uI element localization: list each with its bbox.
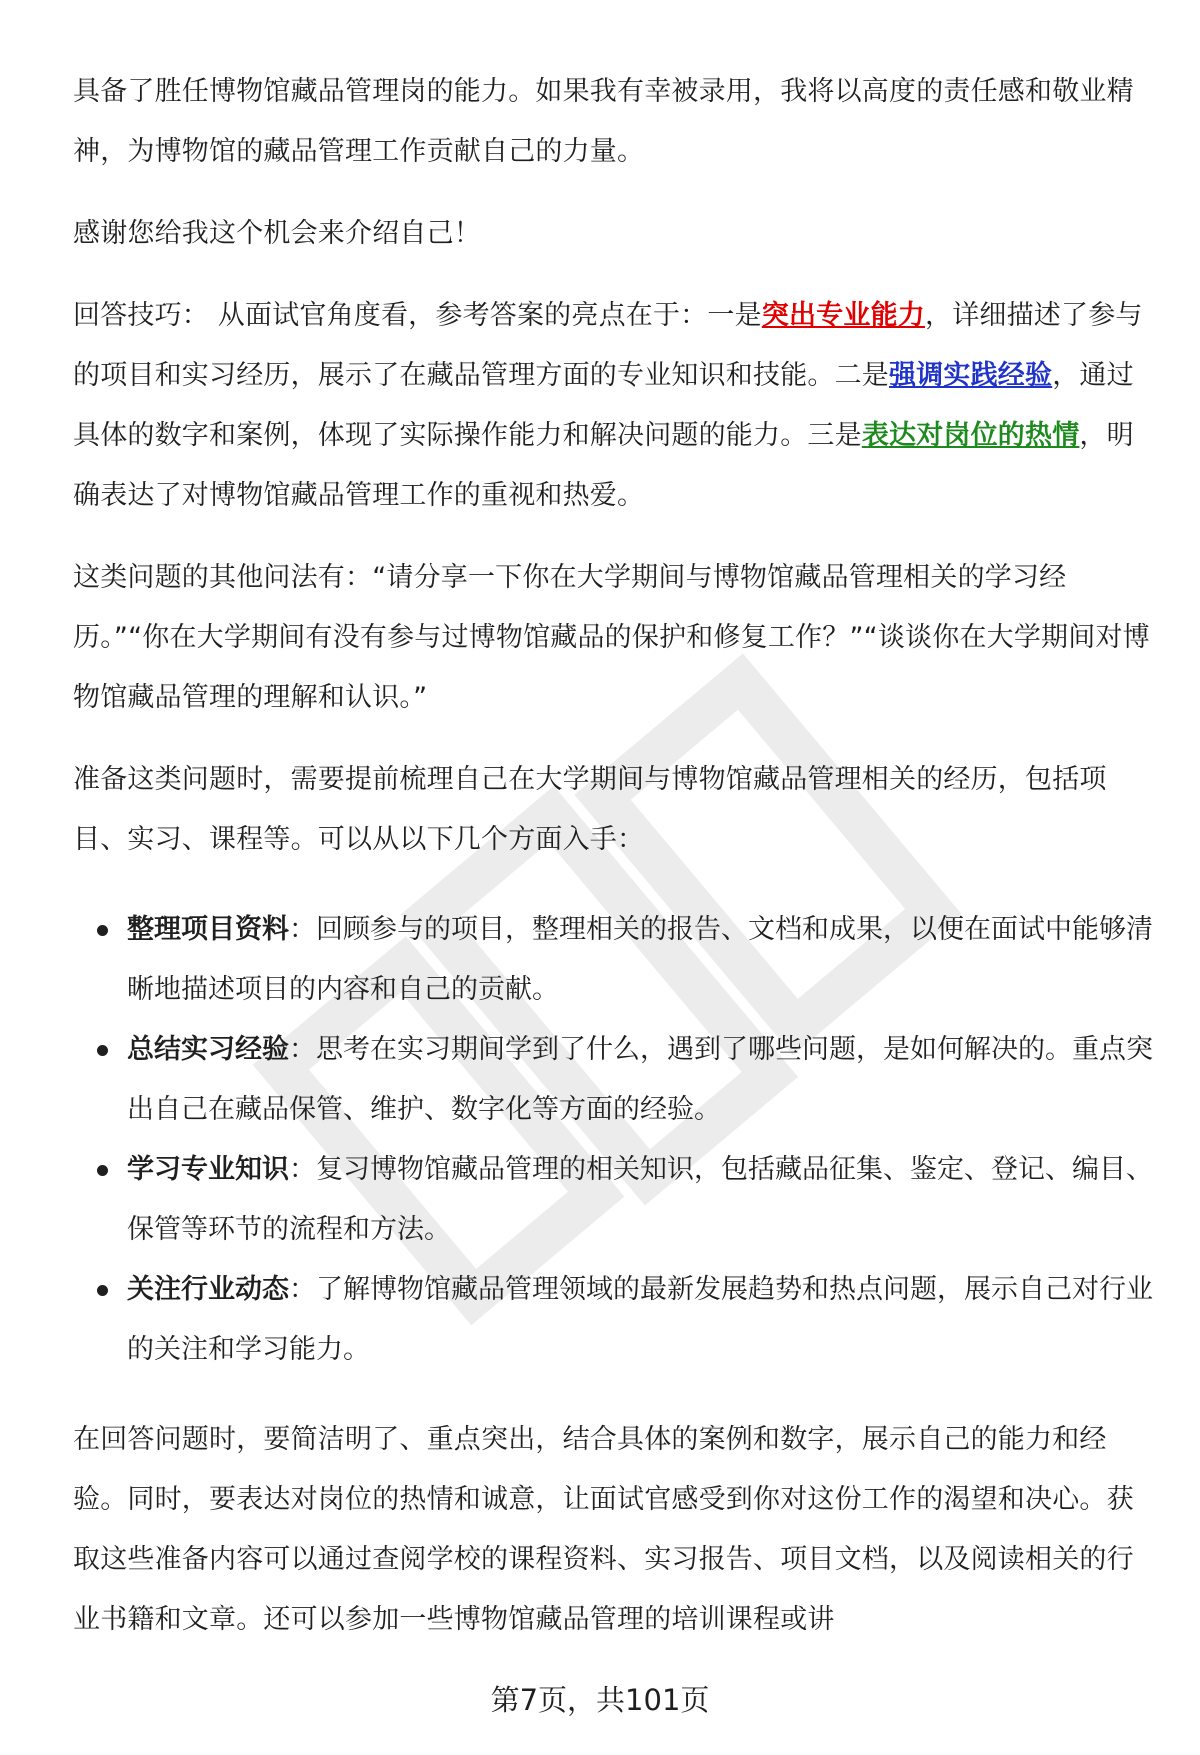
tip-title: 总结实习经验 [127, 1034, 289, 1065]
highlight-passion-for-role: 表达对岗位的热情 [861, 420, 1080, 451]
paragraph-answering-advice: 在回答问题时，要简洁明了、重点突出，结合具体的案例和数字，展示自己的能力和经验。同时，要表达对岗位的热情和诚意，让面试官感受到你对这份工作的渴望和决心。获取这些准备内容可以通过查阅学校的课程资料、实习报告、项目文档，以及阅读相关的行业书籍和文章。还可以参加一些博物馆藏品管理的培训课程或讲 [73, 1424, 1134, 1635]
bullet-icon [97, 1045, 108, 1056]
bullet-icon [97, 1285, 108, 1296]
paragraph-preparation: 准备这类问题时，需要提前梳理自己在大学期间与博物馆藏品管理相关的经历，包括项目、实习、课程等。可以从以下几个方面入手： [73, 764, 1107, 855]
highlight-professional-ability: 突出专业能力 [761, 300, 925, 331]
tip-title: 整理项目资料 [127, 914, 289, 945]
bullet-icon [97, 925, 108, 936]
list-item [73, 1260, 1158, 1380]
paragraph-thanks: 感谢您给我这个机会来介绍自己！ [73, 218, 481, 249]
tip-text: ：回顾参与的项目，整理相关的报告、文档和成果，以便在面试中能够清晰地描述项目的内容和自己的贡献。 [127, 914, 1153, 1005]
answer-tips-mid2: ，通过具体的数字和案例，体现了实际操作能力和解决问题的能力。三是 [73, 360, 1134, 451]
highlight-practical-experience: 强调实践经验 [889, 360, 1053, 391]
tip-text: ：了解博物馆藏品管理领域的最新发展趋势和热点问题，展示自己对行业的关注和学习能力。 [127, 1274, 1153, 1365]
bullet-icon [97, 1165, 108, 1176]
tip-text: ：复习博物馆藏品管理的相关知识，包括藏品征集、鉴定、登记、编目、保管等环节的流程和方法。 [127, 1154, 1153, 1245]
answer-tips-prefix: 回答技巧： 从面试官角度看，参考答案的亮点在于：一是 [73, 300, 762, 331]
list-item [73, 900, 1158, 1020]
preparation-tips-list [73, 900, 1158, 1380]
paragraph-closing-statement: 具备了胜任博物馆藏品管理岗的能力。如果我有幸被录用，我将以高度的责任感和敬业精神，为博物馆的藏品管理工作贡献自己的力量。 [73, 76, 1134, 167]
tip-title: 学习专业知识 [127, 1154, 289, 1185]
page-number: 第7页，共101页 [490, 1683, 710, 1717]
paragraph-answer-tips [73, 286, 1158, 526]
answer-tips-mid1: ，详细描述了参与的项目和实习经历，展示了在藏品管理方面的专业知识和技能。二是 [73, 300, 1143, 391]
list-item [73, 1140, 1158, 1260]
paragraph-alternative-questions: 这类问题的其他问法有：“请分享一下你在大学期间与博物馆藏品管理相关的学习经历。”“你在大学期间有没有参与过博物馆藏品的保护和修复工作？”“谈谈你在大学期间对博物馆藏品管理的理解和认识。” [73, 562, 1150, 713]
list-item [73, 1020, 1158, 1140]
tip-title: 关注行业动态 [127, 1274, 289, 1305]
answer-tips-suffix: ，明确表达了对博物馆藏品管理工作的重视和热爱。 [73, 420, 1134, 511]
document-page [73, 62, 1158, 1650]
tip-text: ：思考在实习期间学到了什么，遇到了哪些问题，是如何解决的。重点突出自己在藏品保管、维护、数字化等方面的经验。 [127, 1034, 1153, 1125]
